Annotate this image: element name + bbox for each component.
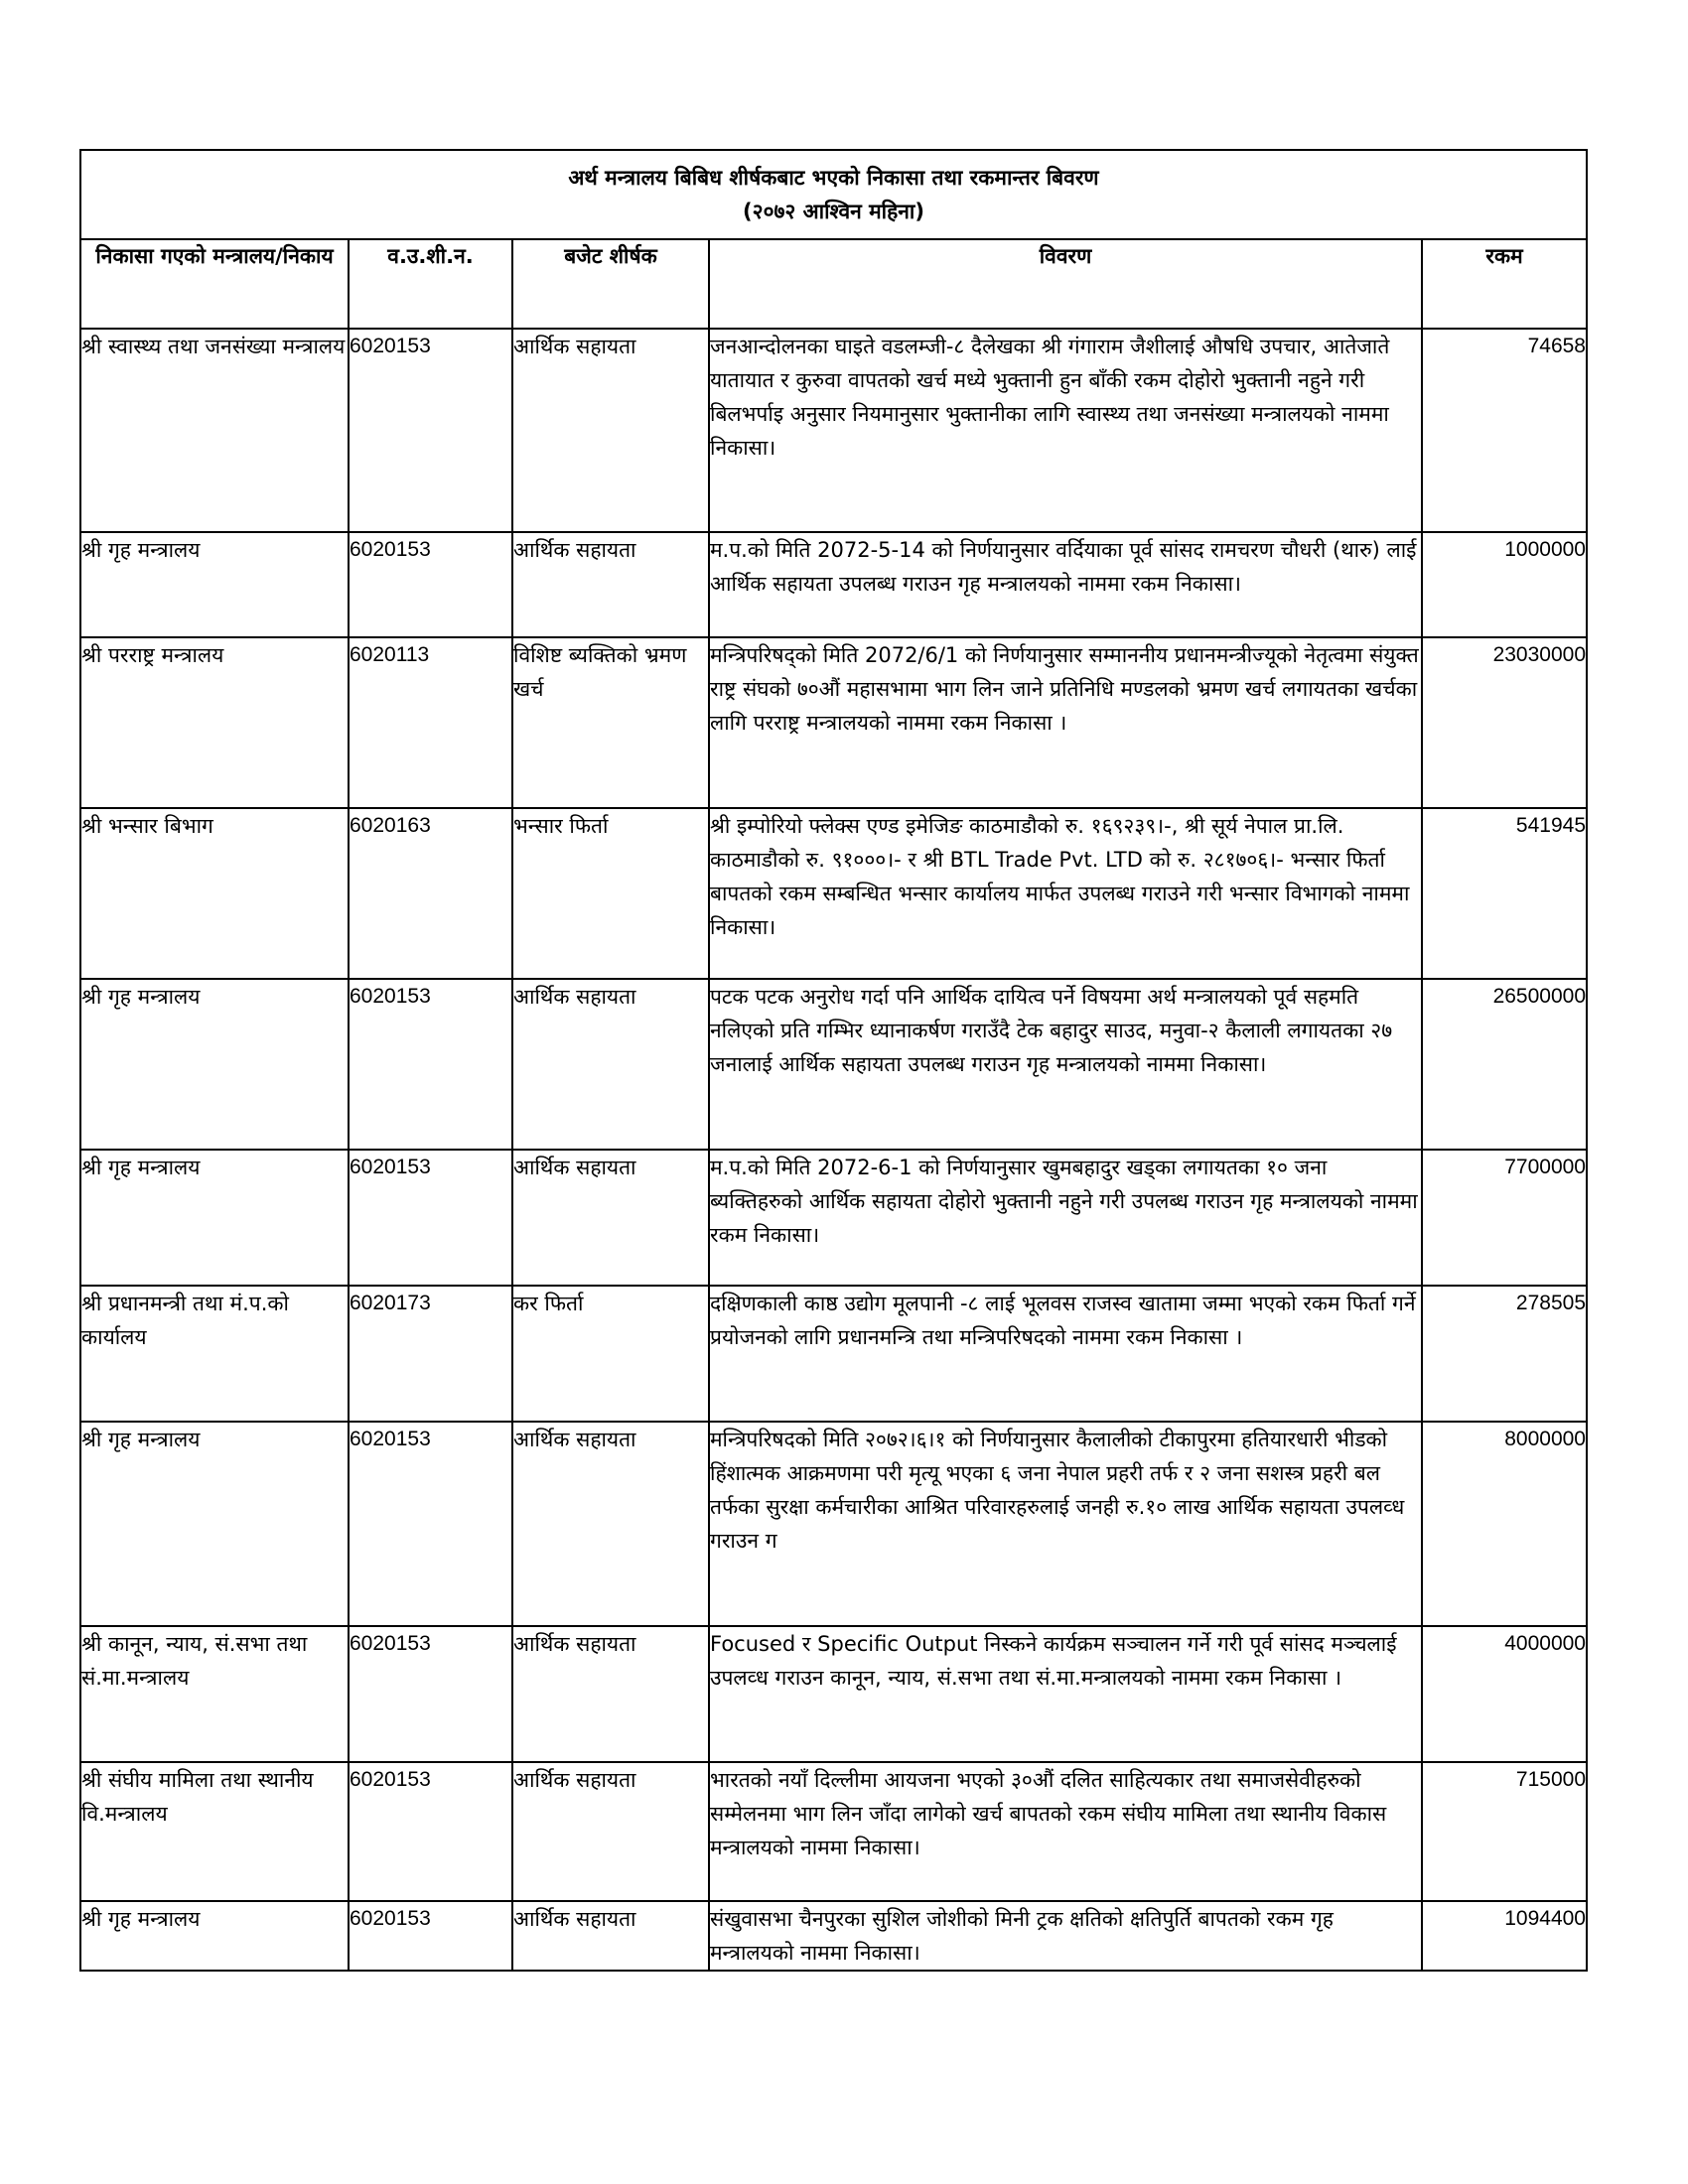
- code-cell: 6020163: [349, 808, 512, 979]
- budget-head-cell: आर्थिक सहायता: [512, 1422, 709, 1626]
- description-cell: जनआन्दोलनका घाइते वडलम्जी-८ दैलेखका श्री गंगाराम जैशीलाई औषधि उपचार, आतेजाते यातायात र कुरुवा वापतको खर्च मध्ये भुक्तानी हुन बाँकी रकम दोहोरो भुक्तानी नहुने गरी बिलभर्पाइ अनुसार नियमानुसार भुक्तानीका लागि स्वास्थ्य तथा जनसंख्या मन्त्रालयको नाममा निकासा।: [709, 329, 1422, 532]
- ministry-cell: श्री गृह मन्त्रालय: [80, 979, 349, 1150]
- code-cell: 6020153: [349, 1901, 512, 1971]
- table-row: [80, 1422, 1587, 1626]
- code-cell: 6020153: [349, 1150, 512, 1286]
- ministry-cell: श्री कानून, न्याय, सं.सभा तथा सं.मा.मन्त्रालय: [80, 1626, 349, 1762]
- description-cell: श्री इम्पोरियो फ्लेक्स एण्ड इमेजिङ काठमाडौको रु. १६९२३९।-, श्री सूर्य नेपाल प्रा.लि. काठमाडौको रु. ९१०००।- र श्री BTL Trade Pvt. LTD को रु. २८१७०६।- भन्सार फिर्ता बापतको रकम सम्बन्धित भन्सार कार्यालय मार्फत उपलब्ध गराउने गरी भन्सार विभागको नाममा निकासा।: [709, 808, 1422, 979]
- budget-head-cell: आर्थिक सहायता: [512, 979, 709, 1150]
- budget-head-cell: आर्थिक सहायता: [512, 1150, 709, 1286]
- code-cell: 6020113: [349, 637, 512, 808]
- amount-cell: 715000: [1422, 1762, 1587, 1901]
- header-ministry: निकासा गएको मन्त्रालय/निकाय: [80, 239, 349, 329]
- budget-head-cell: आर्थिक सहायता: [512, 1762, 709, 1901]
- title-line-1: अर्थ मन्त्रालय बिबिध शीर्षकबाट भएको निकासा तथा रकमान्तर बिवरण: [568, 166, 1099, 190]
- amount-cell: 4000000: [1422, 1626, 1587, 1762]
- description-cell: म.प.को मिति 2072-5-14 को निर्णयानुसार वर्दियाका पूर्व सांसद रामचरण चौधरी (थारु) लाई आर्थिक सहायता उपलब्ध गराउन गृह मन्त्रालयको नाममा रकम निकासा।: [709, 532, 1422, 637]
- budget-head-cell: आर्थिक सहायता: [512, 532, 709, 637]
- table-row: [80, 1150, 1587, 1286]
- amount-cell: 7700000: [1422, 1150, 1587, 1286]
- ministry-cell: श्री संघीय मामिला तथा स्थानीय वि.मन्त्रालय: [80, 1762, 349, 1901]
- header-budget-head: बजेट शीर्षक: [512, 239, 709, 329]
- amount-cell: 74658: [1422, 329, 1587, 532]
- code-cell: 6020153: [349, 979, 512, 1150]
- ministry-cell: श्री गृह मन्त्रालय: [80, 1150, 349, 1286]
- code-cell: 6020153: [349, 1422, 512, 1626]
- description-cell: भारतको नयाँ दिल्लीमा आयजना भएको ३०औं दलित साहित्यकार तथा समाजसेवीहरुको सम्मेलनमा भाग लिन जाँदा लागेको खर्च बापतको रकम संघीय मामिला तथा स्थानीय विकास मन्त्रालयको नाममा निकासा।: [709, 1762, 1422, 1901]
- table-row: [80, 637, 1587, 808]
- table-row: [80, 532, 1587, 637]
- amount-cell: 1094400: [1422, 1901, 1587, 1971]
- code-cell: 6020173: [349, 1286, 512, 1422]
- table-row: [80, 808, 1587, 979]
- budget-head-cell: आर्थिक सहायता: [512, 1901, 709, 1971]
- header-description: विवरण: [709, 239, 1422, 329]
- amount-cell: 8000000: [1422, 1422, 1587, 1626]
- header-code: व.उ.शी.न.: [349, 239, 512, 329]
- amount-cell: 23030000: [1422, 637, 1587, 808]
- budget-head-cell: कर फिर्ता: [512, 1286, 709, 1422]
- budget-head-cell: भन्सार फिर्ता: [512, 808, 709, 979]
- title-row: [80, 150, 1587, 239]
- amount-cell: 26500000: [1422, 979, 1587, 1150]
- ministry-cell: श्री गृह मन्त्रालय: [80, 1901, 349, 1971]
- ministry-cell: श्री गृह मन्त्रालय: [80, 532, 349, 637]
- header-row: [80, 239, 1587, 329]
- description-cell: मन्त्रिपरिषदको मिति २०७२।६।१ को निर्णयानुसार कैलालीको टीकापुरमा हतियारधारी भीडको हिंशात्मक आक्रमणमा परी मृत्यू भएका ६ जना नेपाल प्रहरी तर्फ र २ जना सशस्त्र प्रहरी बल तर्फका सुरक्षा कर्मचारीका आश्रित परिवारहरुलाई जनही रु.१० लाख आर्थिक सहायता उपलव्ध गराउन ग: [709, 1422, 1422, 1626]
- description-cell: म.प.को मिति 2072-6-1 को निर्णयानुसार खुमबहादुर खड्का लगायतका १० जना ब्यक्तिहरुको आर्थिक सहायता दोहोरो भुक्तानी नहुने गरी उपलब्ध गराउन गृह मन्त्रालयको नाममा रकम निकासा।: [709, 1150, 1422, 1286]
- disbursement-table: [79, 149, 1588, 1972]
- description-cell: Focused र Specific Output निस्कने कार्यक्रम सञ्चालन गर्ने गरी पूर्व सांसद मञ्चलाई उपलव्ध गराउन कानून, न्याय, सं.सभा तथा सं.मा.मन्त्रालयको नाममा रकम निकासा ।: [709, 1626, 1422, 1762]
- table-row: [80, 979, 1587, 1150]
- table-title: [80, 150, 1587, 239]
- code-cell: 6020153: [349, 329, 512, 532]
- header-amount: रकम: [1422, 239, 1587, 329]
- description-cell: मन्त्रिपरिषद्को मिति 2072/6/1 को निर्णयानुसार सम्माननीय प्रधानमन्त्रीज्यूको नेतृत्वमा संयुक्त राष्ट्र संघको ७०औं महासभामा भाग लिन जाने प्रतिनिधि मण्डलको भ्रमण खर्च लगायतका खर्चका लागि परराष्ट्र मन्त्रालयको नाममा रकम निकासा ।: [709, 637, 1422, 808]
- table-row: [80, 1901, 1587, 1971]
- code-cell: 6020153: [349, 532, 512, 637]
- table-row: [80, 1286, 1587, 1422]
- table-row: [80, 329, 1587, 532]
- ministry-cell: श्री परराष्ट्र मन्त्रालय: [80, 637, 349, 808]
- title-line-2: (२०७२ आश्विन महिना): [743, 200, 924, 223]
- table-row: [80, 1626, 1587, 1762]
- description-cell: दक्षिणकाली काष्ठ उद्योग मूलपानी -८ लाई भूलवस राजस्व खातामा जम्मा भएको रकम फिर्ता गर्ने प्रयोजनको लागि प्रधानमन्त्रि तथा मन्त्रिपरिषदको नाममा रकम निकासा ।: [709, 1286, 1422, 1422]
- amount-cell: 1000000: [1422, 532, 1587, 637]
- budget-head-cell: विशिष्ट ब्यक्तिको भ्रमण खर्च: [512, 637, 709, 808]
- amount-cell: 278505: [1422, 1286, 1587, 1422]
- ministry-cell: श्री स्वास्थ्य तथा जनसंख्या मन्त्रालय: [80, 329, 349, 532]
- document-sheet: [79, 149, 1586, 1972]
- code-cell: 6020153: [349, 1626, 512, 1762]
- table-row: [80, 1762, 1587, 1901]
- description-cell: पटक पटक अनुरोध गर्दा पनि आर्थिक दायित्व पर्ने विषयमा अर्थ मन्त्रालयको पूर्व सहमति नलिएको प्रति गम्भिर ध्यानाकर्षण गराउँदै टेक बहादुर साउद, मनुवा-२ कैलाली लगायतका २७ जनालाई आर्थिक सहायता उपलब्ध गराउन गृह मन्त्रालयको नाममा निकासा।: [709, 979, 1422, 1150]
- ministry-cell: श्री गृह मन्त्रालय: [80, 1422, 349, 1626]
- budget-head-cell: आर्थिक सहायता: [512, 329, 709, 532]
- amount-cell: 541945: [1422, 808, 1587, 979]
- ministry-cell: श्री भन्सार बिभाग: [80, 808, 349, 979]
- description-cell: संखुवासभा चैनपुरका सुशिल जोशीको मिनी ट्रक क्षतिको क्षतिपुर्ति बापतको रकम गृह मन्त्रालयको नाममा निकासा।: [709, 1901, 1422, 1971]
- code-cell: 6020153: [349, 1762, 512, 1901]
- budget-head-cell: आर्थिक सहायता: [512, 1626, 709, 1762]
- ministry-cell: श्री प्रधानमन्त्री तथा मं.प.को कार्यालय: [80, 1286, 349, 1422]
